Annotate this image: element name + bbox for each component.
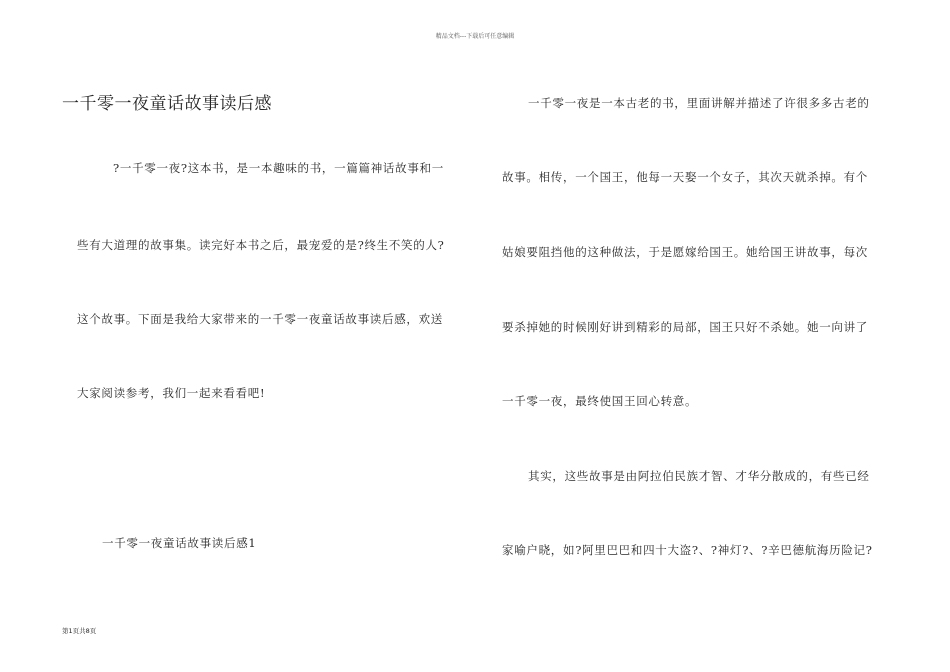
- right-paragraph-line-5: 一千零一夜，最终使国王回心转意。: [502, 394, 698, 408]
- right-paragraph-line-3: 姑娘要阻挡他的这种做法，于是愿嫁给国王。她给国王讲故事，每次: [502, 245, 868, 259]
- section-heading: 一千零一夜童话故事读后感1: [102, 536, 257, 550]
- page-header: 精品文档---下载后可任意编辑: [435, 33, 515, 40]
- page-number: 第1页共8页: [62, 627, 97, 635]
- left-paragraph-line-4: 大家阅读参考，我们一起来看看吧!: [77, 386, 266, 400]
- right-paragraph-line-2: 故事。相传，一个国王，他每一天娶一个女子，其次天就杀掉。有个: [502, 170, 868, 184]
- right-paragraph-line-6: 其实，这些故事是由阿拉伯民族才智、才华分散成的，有些已经: [528, 469, 870, 483]
- left-paragraph-line-3: 这个故事。下面是我给大家带来的一千零一夜童话故事读后感，欢送: [77, 312, 443, 326]
- right-paragraph-line-7: 家喻户晓，如?阿里巴巴和四十大盗?、?神灯?、?辛巴德航海历险记?: [502, 543, 873, 557]
- left-paragraph-line-2: 些有大道理的故事集。读完好本书之后，最宠爱的是?终生不笑的人?: [77, 238, 445, 252]
- right-paragraph-line-4: 要杀掉她的时候刚好讲到精彩的局部，国王只好不杀她。她一向讲了: [502, 320, 868, 334]
- left-paragraph-line-1: ?一千零一夜?这本书，是一本趣味的书，一篇篇神话故事和一: [113, 161, 444, 175]
- document-title: 一千零一夜童话故事读后感: [62, 94, 272, 114]
- right-paragraph-line-1: 一千零一夜是一本古老的书，里面讲解并描述了许很多多古老的: [528, 96, 870, 110]
